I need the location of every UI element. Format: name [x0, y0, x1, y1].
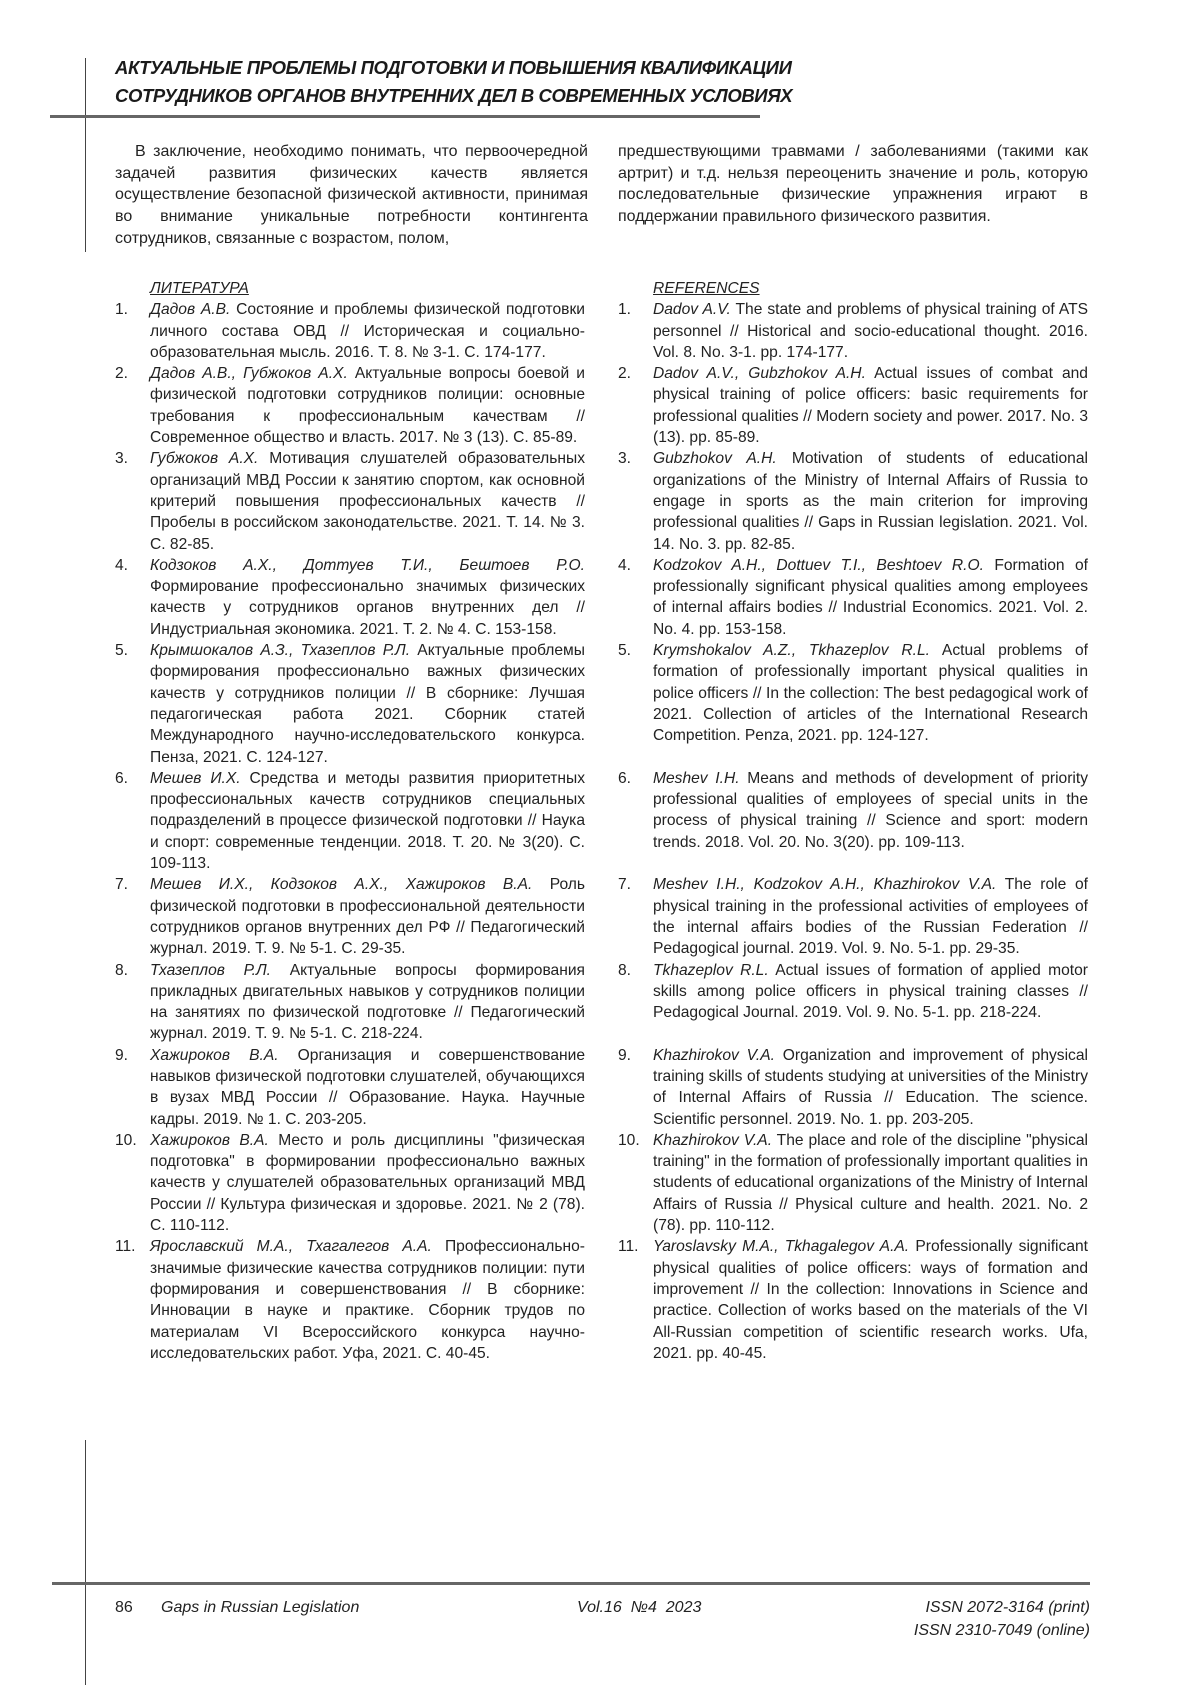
entry-number: 9.	[618, 1046, 632, 1064]
entry-authors: Хажироков В.А.	[150, 1046, 279, 1064]
entry-citation: Роль физической подготовки в профессиональной деятельности сотрудников органов внутренних дел РФ // Педагогический журнал. 2019. Т. 9. № 5-1. С. 29-35.	[150, 876, 585, 958]
literature-entry	[115, 960, 585, 1045]
entry-authors: Krymshokalov A.Z., Tkhazeplov R.L.	[653, 642, 930, 660]
entry-number: 4.	[115, 556, 129, 574]
entry-number: 7.	[618, 876, 632, 894]
entry-text	[150, 640, 585, 768]
entry-number: 11.	[618, 1238, 639, 1256]
entry-citation: Actual issues of formation of applied motor skills among police officers in physical training classes // Pedagogical Journal. 2019. Vol. 9. No. 5-1. pp. 218-224.	[653, 961, 1088, 1022]
entry-citation: Motivation of students of educational organizations of the Ministry of Internal Affairs of Russia to engage in sports as the main criterion for improving professional qualities // Gaps in Russian legislation. 2021. Vol. 14. No. 3. pp. 82-85.	[653, 450, 1088, 553]
entry-text	[653, 299, 1088, 363]
entry-authors: Хажироков В.А.	[150, 1131, 269, 1149]
entry-citation: Мотивация слушателей образовательных организаций МВД России к занятию спортом, как основной критерий повышения профессиональных качеств // Пробелы в российском законодательстве. 2021. Т. 14. № 3. С. 82-85.	[150, 450, 585, 553]
reference-entry	[618, 555, 1088, 640]
literature-entry	[115, 448, 585, 554]
entry-text	[150, 768, 585, 874]
issn-print: ISSN 2072-3164 (print)	[925, 1599, 1090, 1616]
volume-issue: Vol.16 №4 2023	[577, 1599, 702, 1616]
reference-entry	[618, 1045, 1088, 1130]
literature-entry	[115, 874, 585, 959]
entry-number: 5.	[115, 642, 129, 660]
issn-block	[914, 1596, 1090, 1642]
journal-name: Gaps in Russian Legislation	[161, 1599, 360, 1616]
reference-entry	[618, 874, 1088, 959]
entry-text	[653, 555, 1088, 640]
conclusion-left: В заключение, необходимо понимать, что первоочередной задачей развития физических качеств является осуществление безопасной физической активности, принимая во внимание уникальные потребности контингента сотрудников, связанные с возрастом, полом,	[115, 143, 588, 247]
reference-entry	[618, 768, 1088, 874]
entry-text	[150, 1045, 585, 1130]
entry-number: 3.	[115, 450, 129, 468]
entry-authors: Dadov A.V., Gubzhokov A.H.	[653, 365, 866, 383]
entry-citation: Actual problems of formation of professionally important physical qualities in police officers // In the collection: The best pedagogical work of 2021. Collection of articles of the International Research Competition. Penza, 2021. pp. 124-127.	[653, 642, 1088, 745]
entry-authors: Кодзоков А.Х., Доттуев Т.И., Бештоев Р.О.	[150, 556, 585, 574]
references-heading: REFERENCES	[653, 280, 760, 297]
entry-citation: Актуальные проблемы формирования профессионально важных физических качеств у сотрудников полиции // В сборнике: Лучшая педагогическая работа 2021. Сборник статей Международного научно-исследовательского конкурса. Пенза, 2021. С. 124-127.	[150, 642, 585, 766]
literature-entry	[115, 555, 585, 640]
entry-citation: The place and role of the discipline "physical training" in the formation of professionally important qualities in students of educational organizations of the Ministry of Internal Affairs of Russia // Physical culture and health. 2021. No. 2 (78). pp. 110-112.	[653, 1131, 1088, 1235]
entry-citation: Состояние и проблемы физической подготовки личного состава ОВД // Историческая и социально-образовательная мысль. 2016. Т. 8. № 3-1. С. 174-177.	[150, 301, 585, 361]
literature-entry	[115, 768, 585, 874]
reference-entry	[618, 363, 1088, 448]
literature-entry	[115, 1130, 585, 1236]
literature-entry	[115, 640, 585, 768]
reference-entry	[618, 640, 1088, 768]
entry-citation: Formation of professionally significant physical qualities among employees of internal affairs bodies // Industrial Economics. 2021. Vol. 2. No. 4. pp. 153-158.	[653, 556, 1088, 638]
entry-text	[653, 1130, 1088, 1236]
entry-number: 1.	[618, 301, 632, 319]
entry-citation: Организация и совершенствование навыков физической подготовки слушателей, обучающихся в вузах МВД России // Образование. Наука. Научные кадры. 2019. № 1. С. 203-205.	[150, 1046, 585, 1128]
entry-text	[653, 448, 1088, 554]
entry-authors: Tkhazeplov R.L.	[653, 961, 769, 979]
header-rule	[50, 115, 760, 118]
entry-number: 1.	[115, 301, 129, 319]
running-title-line-2: СОТРУДНИКОВ ОРГАНОВ ВНУТРЕННИХ ДЕЛ В СОВРЕМЕННЫХ УСЛОВИЯХ	[115, 85, 793, 106]
entry-authors: Дадов А.В., Губжоков А.Х.	[150, 365, 348, 383]
entry-authors: Gubzhokov A.H.	[653, 450, 777, 468]
entry-text	[150, 1236, 585, 1364]
entry-citation: Актуальные вопросы боевой и физической подготовки сотрудников полиции: основные требования к профессиональным качествам // Современное общество и власть. 2017. № 3 (13). С. 85-89.	[150, 365, 585, 447]
entry-authors: Kodzokov A.H., Dottuev T.I., Beshtoev R.O.	[653, 556, 984, 574]
entry-text	[653, 1236, 1088, 1364]
conclusion-right: предшествующими травмами / заболеваниями (такими как артрит) и т.д. нельзя переоценить значение и роль, которую последовательные физические упражнения играют в поддержании правильного физического развития.	[618, 143, 1088, 226]
entry-authors: Meshev I.H., Kodzokov A.H., Khazhirokov V.A.	[653, 876, 997, 894]
entry-authors: Тхазеплов Р.Л.	[150, 961, 271, 979]
page-number: 86	[115, 1599, 133, 1616]
entry-text	[150, 555, 585, 640]
entry-number: 3.	[618, 450, 632, 468]
entry-number: 9.	[115, 1046, 129, 1064]
entry-authors: Khazhirokov V.A.	[653, 1046, 775, 1064]
reference-entry	[618, 448, 1088, 554]
entry-citation: Actual issues of combat and physical training of police officers: basic requirements for professional qualities // Modern society and power. 2017. No. 3 (13). pp. 85-89.	[653, 365, 1088, 447]
entry-number: 10.	[618, 1131, 640, 1149]
entry-text	[653, 1045, 1088, 1130]
entry-number: 8.	[618, 961, 632, 979]
entry-text	[653, 363, 1088, 448]
entry-authors: Мешев И.Х., Кодзоков А.Х., Хажироков В.А.	[150, 876, 533, 894]
footer-rule	[52, 1582, 1090, 1585]
literature-entry	[115, 1045, 585, 1130]
entry-text	[653, 640, 1088, 768]
bibliography	[115, 278, 1088, 1364]
entry-authors: Губжоков А.Х.	[150, 450, 259, 468]
entry-text	[150, 299, 585, 363]
literature-entry	[115, 299, 585, 363]
entry-citation: Место и роль дисциплины "физическая подготовка" в формировании профессионально важных качеств у слушателей образовательных организаций МВД России // Культура физическая и здоровье. 2021. № 2 (78). С. 110-112.	[150, 1131, 585, 1235]
entry-authors: Meshev I.H.	[653, 769, 740, 787]
entry-text	[653, 960, 1088, 1045]
entry-citation: The role of physical training in the professional activities of employees of the internal affairs bodies of the Russian Federation // Pedagogical journal. 2019. Vol. 9. No. 5-1. pp. 29-35.	[653, 876, 1088, 958]
entry-text	[150, 1130, 585, 1236]
entry-number: 11.	[115, 1238, 136, 1256]
entry-number: 6.	[618, 769, 632, 787]
conclusion-paragraph	[115, 141, 1088, 250]
entry-authors: Yaroslavsky M.A., Tkhagalegov A.A.	[653, 1238, 910, 1256]
entry-citation: Формирование профессионально значимых физических качеств у сотрудников органов внутренних дел // Индустриальная экономика. 2021. Т. 2. № 4. С. 153-158.	[150, 578, 585, 638]
entry-number: 10.	[115, 1131, 137, 1149]
literature-heading: ЛИТЕРАТУРА	[150, 280, 249, 297]
running-title-line-1: АКТУАЛЬНЫЕ ПРОБЛЕМЫ ПОДГОТОВКИ И ПОВЫШЕНИЯ КВАЛИФИКАЦИИ	[115, 57, 792, 78]
margin-line-bottom	[85, 1440, 86, 1685]
entry-number: 7.	[115, 876, 129, 894]
literature-entry	[115, 363, 585, 448]
entry-text	[653, 768, 1088, 874]
entry-authors: Dadov A.V.	[653, 301, 731, 319]
entry-text	[653, 874, 1088, 959]
entry-text	[150, 448, 585, 554]
entry-number: 4.	[618, 556, 632, 574]
entry-authors: Крымшокалов А.З., Тхазеплов Р.Л.	[150, 642, 411, 660]
entry-citation: Средства и методы развития приоритетных профессиональных качеств сотрудников специальных подразделений в процессе физической подготовки // Наука и спорт: современные тенденции. 2018. Т. 20. № 3(20). С. 109-113.	[150, 769, 585, 873]
entry-text	[150, 960, 585, 1045]
reference-entry	[618, 1236, 1088, 1364]
issn-online: ISSN 2310-7049 (online)	[913, 1622, 1090, 1639]
entry-authors: Мешев И.Х.	[150, 769, 241, 787]
entry-authors: Дадов А.В.	[150, 301, 231, 319]
entry-number: 8.	[115, 961, 129, 979]
entry-citation: Professionally significant physical qualities of police officers: ways of formation and improvement // In the collection: Innovations in Science and practice. Collection of works based on the materials of the VI All-Russian competition of scientific research works. Ufa, 2021. pp. 40-45.	[653, 1238, 1088, 1362]
reference-entry	[618, 299, 1088, 363]
literature-entry	[115, 1236, 585, 1364]
entry-text	[150, 363, 585, 448]
entry-authors: Ярославский М.А., Тхагалегов А.А.	[150, 1238, 432, 1256]
entry-authors: Khazhirokov V.A.	[653, 1131, 773, 1149]
entry-citation: Актуальные вопросы формирования прикладных двигательных навыков у сотрудников полиции на занятиях по физической подготовке // Педагогический журнал. 2019. Т. 9. № 5-1. С. 218-224.	[150, 961, 585, 1043]
entry-citation: The state and problems of physical training of ATS personnel // Historical and socio-educational thought. 2016. Vol. 8. No. 3-1. pp. 174-177.	[653, 301, 1088, 361]
entry-number: 2.	[115, 365, 129, 383]
reference-entry	[618, 1130, 1088, 1236]
reference-entry	[618, 960, 1088, 1045]
entry-number: 5.	[618, 642, 632, 660]
entry-citation: Профессионально-значимые физические качества сотрудников полиции: пути формирования и совершенствования // В сборнике: Инновации в науке и практике. Сборник трудов по материалам VI Всероссийского конкурса научно-исследовательских работ. Уфа, 2021. С. 40-45.	[150, 1238, 585, 1362]
running-title	[115, 54, 792, 110]
margin-line-top	[85, 58, 86, 252]
entry-text	[150, 874, 585, 959]
entry-number: 2.	[618, 365, 632, 383]
entry-citation: Means and methods of development of priority professional qualities of employees of special units in the process of physical training // Science and sport: modern trends. 2018. Vol. 20. No. 3(20). pp. 109-113.	[653, 769, 1088, 851]
entry-number: 6.	[115, 769, 129, 787]
entry-citation: Organization and improvement of physical training skills of students studying at universities of the Ministry of Internal Affairs of Russia // Education. The science. Scientific personnel. 2019. No. 1. pp. 203-205.	[653, 1046, 1088, 1128]
